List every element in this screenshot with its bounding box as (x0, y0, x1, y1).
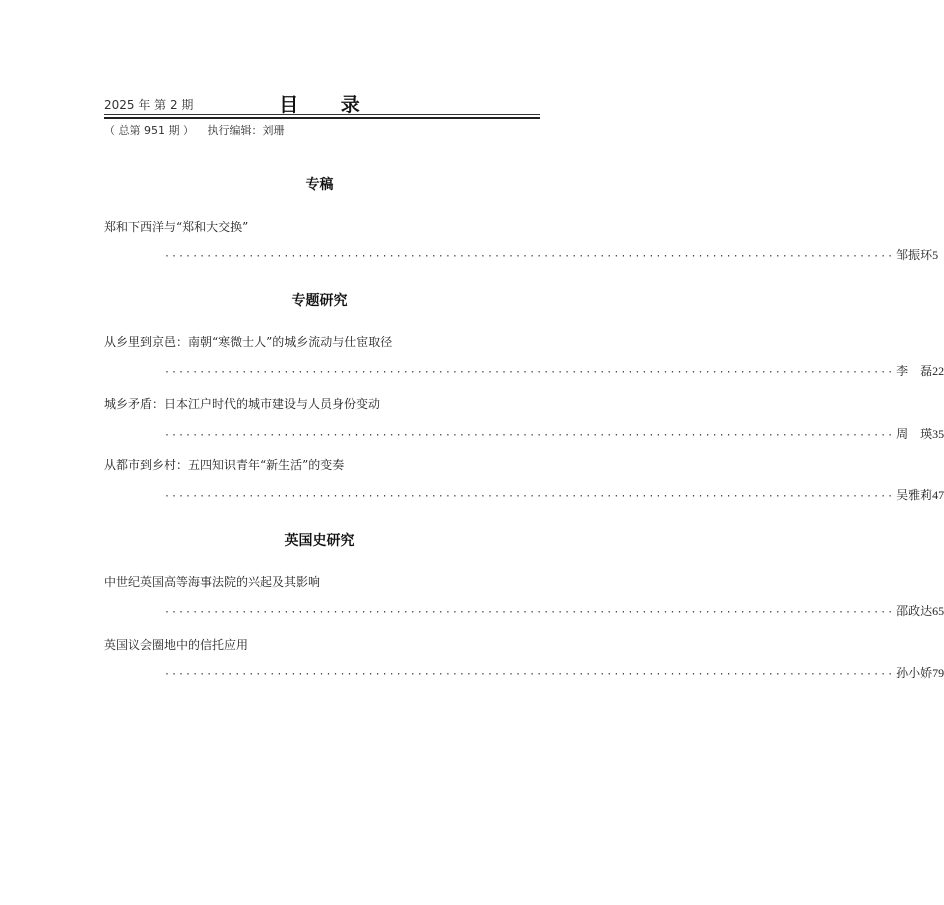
header-rule-thin (104, 114, 540, 115)
dot-leader: ········································································································ (164, 607, 895, 618)
article-author: 邹振环 (896, 248, 933, 262)
dot-leader: ········································································································ (164, 251, 895, 262)
article-page: 47 (932, 488, 944, 502)
article-page: 65 (932, 604, 944, 618)
issue-label: 2025 年 第 2 期 (104, 98, 194, 112)
toc-entry-line (164, 486, 944, 502)
article-title[interactable]: 郑和下西洋与“郑和大交换” (104, 220, 249, 234)
article-author: 周 瑛 (896, 427, 933, 441)
article-title[interactable]: 英国议会圈地中的信托应用 (104, 638, 249, 652)
header-meta (104, 122, 294, 138)
article-author: 邵政达 (896, 604, 933, 618)
toc-entry-line (164, 602, 944, 618)
toc-entry-line (164, 362, 944, 378)
toc-entry-line (164, 246, 939, 262)
section-heading: 专稿 (305, 177, 334, 193)
section-heading: 英国史研究 (284, 533, 355, 549)
article-page: 5 (932, 248, 939, 262)
total-issue-label: （ 总第 951 期 ） (104, 124, 194, 137)
toc-entry-line (164, 425, 944, 441)
article-author: 孙小娇 (896, 666, 933, 680)
dot-leader: ········································································································ (164, 367, 895, 378)
article-title[interactable]: 从都市到乡村：五四知识青年“新生活”的变奏 (104, 458, 345, 472)
dot-leader: ········································································································ (164, 491, 895, 502)
header-rule-thick (104, 117, 540, 119)
article-author: 吴雅莉 (896, 488, 933, 502)
article-title[interactable]: 中世纪英国高等海事法院的兴起及其影响 (104, 575, 321, 589)
editor-label: 执行编辑：刘珊 (207, 124, 285, 137)
dot-leader: ········································································································ (164, 430, 895, 441)
dot-leader: ········································································································ (164, 669, 895, 680)
section-heading: 专题研究 (291, 293, 348, 309)
article-page: 35 (932, 427, 944, 441)
page-title: 目 录 (279, 94, 378, 116)
article-page: 79 (932, 666, 944, 680)
toc-entry-line (164, 664, 944, 680)
article-author: 李 磊 (896, 364, 933, 378)
article-title[interactable]: 城乡矛盾：日本江户时代的城市建设与人员身份变动 (104, 397, 381, 411)
article-page: 22 (932, 364, 944, 378)
article-title[interactable]: 从乡里到京邑：南朝“寒微士人”的城乡流动与仕宦取径 (104, 335, 393, 349)
